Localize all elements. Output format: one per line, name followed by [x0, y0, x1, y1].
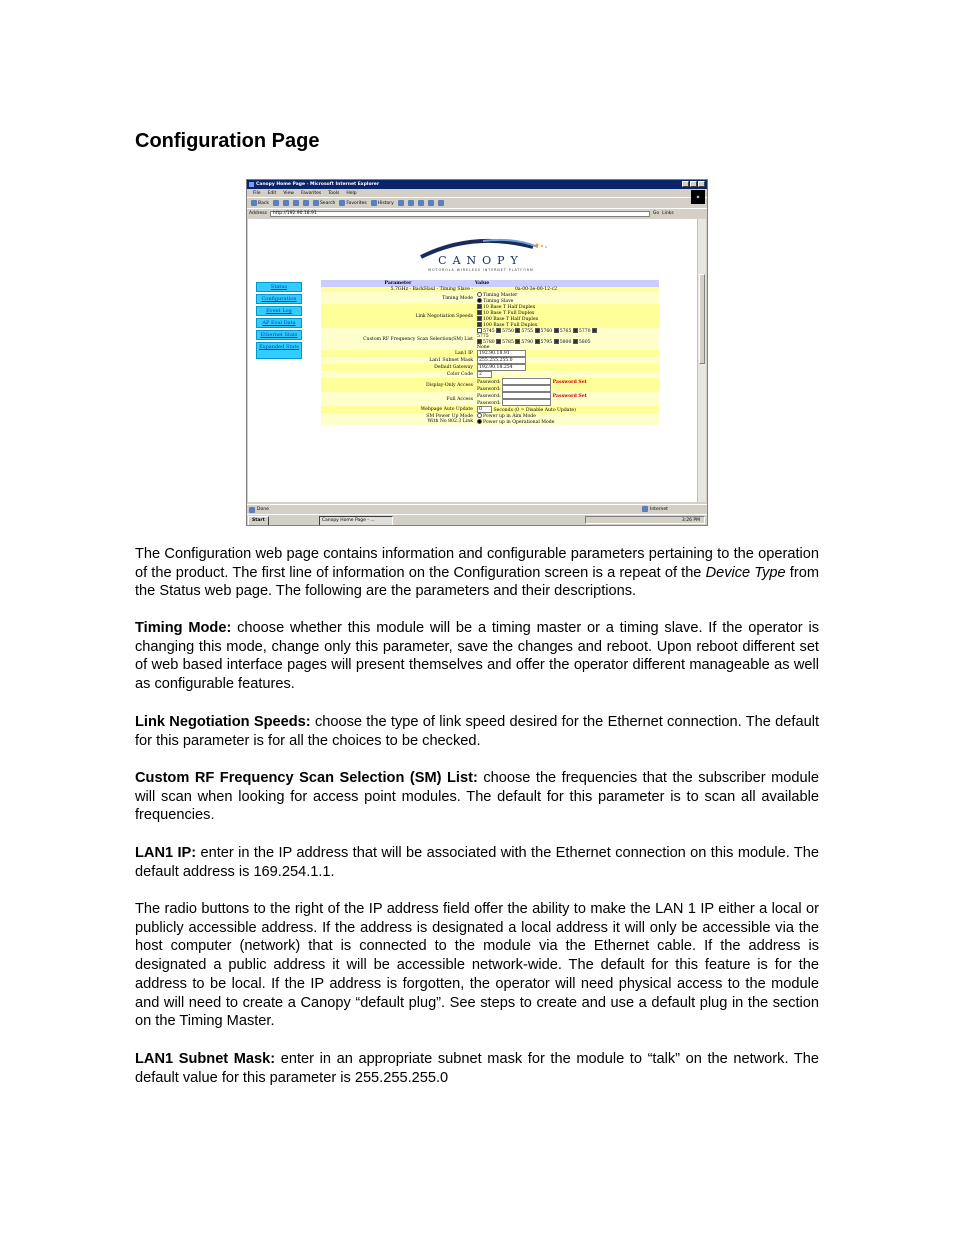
checkbox-checked-icon[interactable]: [554, 339, 559, 344]
freq-label: 5765: [559, 329, 572, 334]
timing-mode-paragraph: [135, 619, 819, 694]
nav-status[interactable]: Status: [256, 282, 302, 292]
menu-help[interactable]: Help: [346, 190, 357, 196]
link-speeds-label: Link Negotiation Speeds: [321, 304, 475, 328]
checkbox-icon[interactable]: [477, 328, 482, 333]
link-speeds-heading: Link Negotiation Speeds:: [135, 714, 311, 730]
link-speeds-paragraph: [135, 713, 819, 750]
freq-label: 5780: [483, 340, 495, 345]
lan1-mask-label: Lan1 Subnet Mask: [321, 357, 475, 364]
header-value: Value: [475, 280, 659, 287]
checkbox-checked-icon[interactable]: [554, 328, 559, 333]
lan1-mask-input[interactable]: 255.255.255.0: [477, 357, 526, 364]
edit-button[interactable]: [418, 200, 424, 206]
full-access-label: Full Access: [321, 392, 475, 406]
configuration-table: [321, 280, 659, 425]
windows-logo-icon: ◈: [691, 190, 705, 204]
nav-ap-eval-data[interactable]: AP Eval Data: [256, 318, 302, 328]
checkbox-checked-icon[interactable]: [496, 339, 501, 344]
print-icon: [408, 200, 414, 206]
scrollbar-thumb[interactable]: [699, 274, 705, 364]
password-set-label: Password Set: [552, 380, 587, 385]
back-button[interactable]: [251, 200, 269, 206]
scan-list-paragraph: [135, 769, 819, 825]
checkbox-checked-icon[interactable]: [573, 328, 578, 333]
vertical-scrollbar[interactable]: [697, 219, 706, 502]
timing-mode-text: choose whether this module will be a timing master or a timing slave. If the operator is changing this mode, change only this parameter, save the changes and reboot. Upon reboot different set of web based interface pages will present themselves and offer the operator different manageable as well as configurable features.: [135, 620, 819, 693]
lan1-ip-heading: LAN1 IP:: [135, 845, 197, 861]
intro-text-b: from the Status web page. The following are the parameters and their descriptions.: [135, 564, 819, 600]
timing-mode-label: Timing Mode: [321, 292, 475, 304]
checkbox-checked-icon[interactable]: [592, 328, 597, 333]
device-mac: 0a-00-3e-00-12-c2: [475, 287, 659, 292]
menu-file[interactable]: File: [253, 190, 261, 196]
freq-label: 5755: [521, 329, 534, 334]
address-input[interactable]: http://192.90.18.91: [270, 211, 650, 217]
link-speed-label: 10 Base T Half Duplex: [483, 305, 536, 310]
address-bar: [247, 208, 707, 218]
scan-row-1-end: 5775: [477, 334, 489, 339]
radio-icon: [477, 292, 482, 297]
page-title: Configuration Page: [135, 130, 320, 152]
power-up-operational-label: Power up in Operational Mode: [483, 420, 555, 425]
stop-button[interactable]: [283, 200, 289, 206]
window-title-bar: [247, 180, 707, 189]
mail-button[interactable]: [398, 200, 404, 206]
status-text: Done: [257, 507, 269, 512]
link-speed-label: 100 Base T Full Duplex: [483, 323, 538, 328]
maximize-icon[interactable]: [690, 181, 697, 187]
auto-update-note: Seconds (0 = Disable Auto Update): [493, 408, 576, 413]
auto-update-input[interactable]: 0: [477, 406, 492, 413]
gateway-label: Default Gateway: [321, 364, 475, 371]
freq-label: 5760: [540, 329, 553, 334]
canopy-tagline: MOTOROLA WIRELESS INTERNET PLATFORM: [428, 268, 534, 272]
menu-edit[interactable]: Edit: [267, 190, 277, 196]
checkbox-checked-icon[interactable]: [573, 339, 578, 344]
close-icon[interactable]: [698, 181, 705, 187]
internet-zone-icon: [642, 506, 648, 512]
checkbox-checked-icon: [477, 322, 482, 327]
go-button[interactable]: Go: [652, 211, 660, 216]
forward-button[interactable]: [273, 200, 279, 206]
mail-icon: [398, 200, 404, 206]
favorites-icon: [339, 200, 345, 206]
scan-list-label: Custom RF Frequency Scan Selection(SM) List: [321, 328, 475, 350]
search-icon: [313, 200, 319, 206]
lan1-ip-paragraph: [135, 844, 819, 881]
password-label: Password:: [477, 394, 501, 399]
discuss-button[interactable]: [428, 200, 434, 206]
refresh-button[interactable]: [293, 200, 299, 206]
power-up-operational-option[interactable]: [477, 419, 657, 425]
intro-paragraph: [135, 545, 819, 601]
print-button[interactable]: [408, 200, 414, 206]
power-up-aim-label: Power up in Aim Mode: [483, 414, 536, 419]
password-input[interactable]: [502, 378, 551, 385]
menu-tools[interactable]: Tools: [328, 190, 340, 196]
timing-slave-label: Timing Slave: [483, 299, 514, 304]
nav-ethernet-stats[interactable]: Ethernet Stats: [256, 330, 302, 340]
link-speed-label: 10 Base T Full Duplex: [483, 311, 535, 316]
display-access-label: Display-Only Access: [321, 378, 475, 392]
status-bar: [247, 504, 707, 514]
home-icon: [303, 200, 309, 206]
lan1-ip-label: Lan1 IP: [321, 350, 475, 357]
freq-label: 5750: [502, 329, 514, 334]
help-button[interactable]: [438, 200, 444, 206]
menu-bar: [247, 189, 707, 197]
checkbox-checked-icon[interactable]: [477, 339, 482, 344]
lan1-ip-input[interactable]: 192.90.18.91: [477, 350, 526, 357]
ie-icon: [249, 182, 254, 187]
forward-arrow-icon: [273, 200, 279, 206]
checkbox-checked-icon[interactable]: [535, 339, 540, 344]
freq-label: 5800: [559, 340, 572, 345]
scan-list-heading: Custom RF Frequency Scan Selection (SM) List:: [135, 770, 478, 786]
canopy-logo-text: CANOPY: [438, 254, 524, 267]
auto-update-label: Webpage Auto Update: [321, 406, 475, 413]
header-parameter: Parameter: [321, 280, 475, 287]
subnet-mask-heading: LAN1 Subnet Mask:: [135, 1051, 276, 1067]
address-label: Address: [249, 211, 267, 216]
device-type-emphasis: Device Type: [705, 564, 786, 581]
clock: 3:26 PM: [681, 517, 700, 523]
minimize-icon[interactable]: [682, 181, 689, 187]
nav-configuration[interactable]: Configuration: [256, 294, 302, 304]
scan-list-text: choose the frequencies that the subscriber module will scan when looking for access point modules. The default for this parameter is to scan all available frequencies.: [135, 770, 819, 824]
toolbar: [247, 197, 707, 208]
system-tray: [585, 516, 705, 524]
window-title: Canopy Home Page - Microsoft Internet Explorer: [256, 182, 380, 187]
page-done-icon: [249, 507, 255, 513]
web-content: [248, 219, 699, 502]
power-up-label: SM Power Up Mode: [426, 414, 473, 419]
back-label: Back: [258, 200, 269, 206]
checkbox-checked-icon[interactable]: [515, 328, 520, 333]
scan-none: None: [477, 345, 490, 350]
subnet-mask-paragraph: [135, 1050, 819, 1087]
freq-label: 5790: [521, 340, 534, 345]
search-button[interactable]: [313, 200, 335, 206]
color-code-label: Color Code: [321, 371, 475, 378]
refresh-icon: [293, 200, 299, 206]
device-type: 5.7GHz - BackHaul - Timing Slave -: [321, 287, 475, 292]
freq-label: 5770: [578, 329, 591, 334]
gateway-input[interactable]: 192.90.18.254: [477, 364, 526, 371]
password-confirm-input[interactable]: [502, 385, 551, 392]
nav-expanded-stats[interactable]: Expanded Stats: [256, 342, 302, 359]
radio-selected-icon: [477, 298, 482, 303]
home-button[interactable]: [303, 200, 309, 206]
password-set-label: Password Set: [552, 394, 587, 399]
password-label: Password:: [477, 387, 501, 392]
menu-view[interactable]: View: [283, 190, 294, 196]
favorites-button[interactable]: [339, 200, 366, 206]
subnet-mask-text: enter in an appropriate subnet mask for the module to “talk” on the network. The default value for this parameter is 255.255.255.0: [135, 1051, 819, 1086]
taskbar: [247, 514, 707, 526]
link-speed-label: 100 Base T Half Duplex: [483, 317, 539, 322]
timing-master-label: Timing Master: [483, 293, 518, 298]
radio-icon: [477, 413, 482, 418]
link-speeds-text: choose the type of link speed desired for the Ethernet connection. The default for this parameter is for all the choices to be checked.: [135, 714, 820, 749]
freq-label: 5805: [578, 340, 591, 345]
freq-label: 5785: [502, 340, 514, 345]
menu-favorites[interactable]: Favorites: [300, 190, 322, 196]
history-button[interactable]: [371, 200, 394, 206]
discuss-icon: [428, 200, 434, 206]
checkbox-checked-icon: [477, 316, 482, 321]
history-icon: [371, 200, 377, 206]
back-arrow-icon: [251, 200, 257, 206]
browser-screenshot: [246, 179, 708, 526]
checkbox-checked-icon: [477, 304, 482, 309]
password-label: Password:: [477, 380, 501, 385]
lan1-ip-text: enter in the IP address that will be associated with the Ethernet connection on this module. The default address is 169.254.1.1.: [135, 845, 819, 880]
timing-mode-heading: Timing Mode:: [135, 620, 232, 636]
edit-icon: [418, 200, 424, 206]
freq-label: 5745: [483, 329, 495, 334]
power-up-sublabel: With No 802.3 Link: [427, 419, 473, 424]
radio-selected-icon: [477, 419, 482, 424]
freq-label: 5795: [540, 340, 553, 345]
zone-label: Internet: [650, 506, 668, 512]
checkbox-checked-icon[interactable]: [496, 328, 501, 333]
favorites-label: Favorites: [346, 200, 367, 206]
intro-text-a: The Configuration web page contains information and configurable parameters pertaining to the operation of the product. The first line of information on the Configuration screen is a repeat of the: [135, 546, 819, 581]
links-button[interactable]: Links: [662, 211, 674, 216]
stop-icon: [283, 200, 289, 206]
side-navigation: [256, 282, 302, 361]
checkbox-checked-icon[interactable]: [535, 328, 540, 333]
checkbox-checked-icon[interactable]: [515, 339, 520, 344]
search-label: Search: [319, 200, 336, 206]
checkbox-checked-icon: [477, 310, 482, 315]
help-icon: [438, 200, 444, 206]
start-button[interactable]: Start: [248, 516, 269, 526]
radio-buttons-paragraph: The radio buttons to the right of the IP address field offer the ability to make the LAN 1 IP either a local or publicly accessible address. If the address is designated a local address it will only be accessible via the host computer (network) that is connected to the module via the Ethernet cable. If the address is designated a public address it will be accessible network-wide. The default for this feature is for the address to be local. If the IP address is forgotten, the operator will need physical access to the module and will need to create a Canopy “default plug”. See steps to create and use a default plug in the section on the Timing Master.: [135, 901, 819, 1030]
history-label: History: [377, 200, 394, 206]
nav-event-log[interactable]: Event Log: [256, 306, 302, 316]
password-label: Password:: [477, 401, 501, 406]
color-code-input[interactable]: 2: [477, 371, 492, 378]
password-confirm-input[interactable]: [502, 399, 551, 406]
taskbar-task-button[interactable]: Canopy Home Page - ...: [319, 516, 393, 526]
password-input[interactable]: [502, 392, 551, 399]
